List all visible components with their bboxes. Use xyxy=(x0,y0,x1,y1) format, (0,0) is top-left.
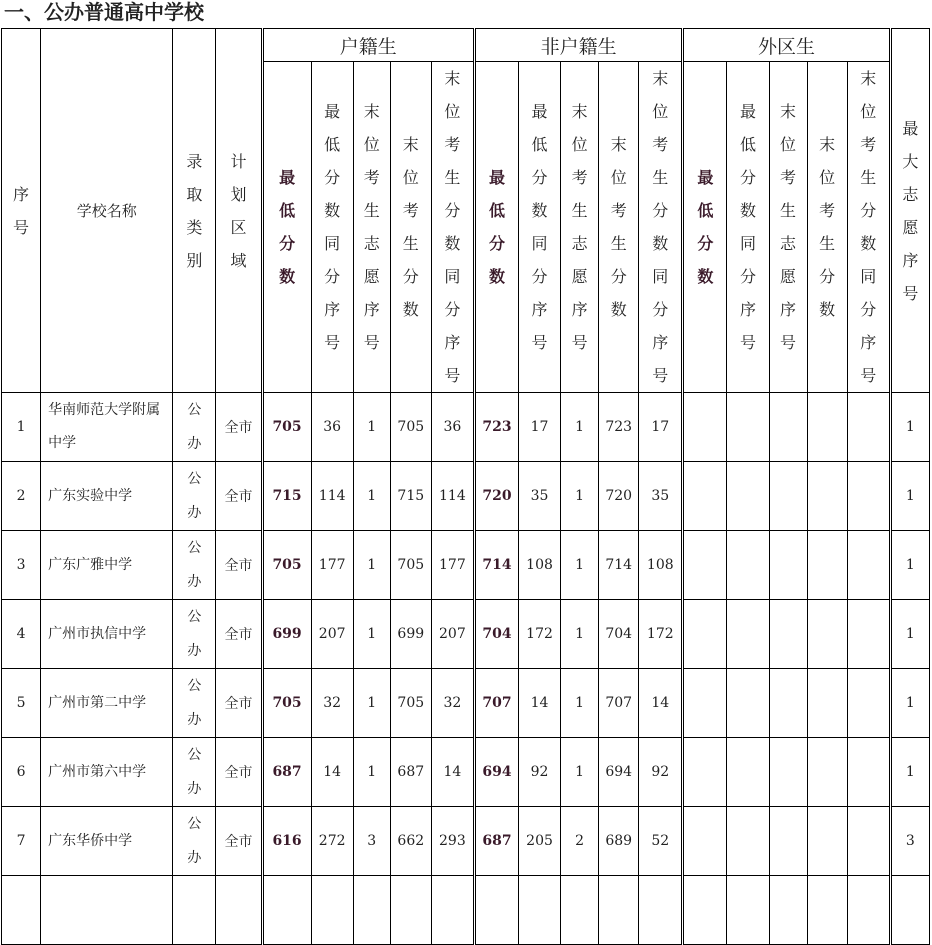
other-district-value-2 xyxy=(769,600,807,669)
school-name-cell: 广东广雅中学 xyxy=(41,531,173,600)
header-household-sub-1 xyxy=(311,62,353,393)
empty-cell xyxy=(216,876,262,945)
header-other-district-sub-1 xyxy=(727,62,769,393)
max-choice-cell: 1 xyxy=(890,738,929,807)
non-household-value-0: 714 xyxy=(474,531,518,600)
school-name-cell: 广州市第二中学 xyxy=(41,669,173,738)
household-value-0: 705 xyxy=(262,393,311,462)
category-cell xyxy=(173,807,216,876)
non-household-value-3: 707 xyxy=(599,669,639,738)
non-household-value-0: 687 xyxy=(474,807,518,876)
max-choice-cell: 1 xyxy=(890,600,929,669)
non-household-value-1: 108 xyxy=(519,531,561,600)
empty-cell xyxy=(431,876,474,945)
empty-cell xyxy=(173,876,216,945)
other-district-value-2 xyxy=(769,393,807,462)
empty-cell xyxy=(519,876,561,945)
category-cell-text: 公办 xyxy=(187,816,202,866)
empty-cell xyxy=(769,876,807,945)
header-group-other-district: 外区生 xyxy=(683,29,890,62)
other-district-value-4 xyxy=(847,462,890,531)
header-other-district-sub-3-text: 末位考生分数 xyxy=(819,135,836,319)
household-value-1: 114 xyxy=(311,462,353,531)
household-value-1: 14 xyxy=(311,738,353,807)
header-non-household-sub-3 xyxy=(599,62,639,393)
header-non-household-sub-1 xyxy=(519,62,561,393)
household-value-2: 1 xyxy=(353,531,390,600)
other-district-value-2 xyxy=(769,531,807,600)
empty-cell xyxy=(847,876,890,945)
non-household-value-1: 205 xyxy=(519,807,561,876)
header-school: 学校名称 xyxy=(41,29,173,393)
header-area xyxy=(216,29,262,393)
seq-cell: 4 xyxy=(2,600,41,669)
household-value-3: 705 xyxy=(390,531,431,600)
household-value-4: 177 xyxy=(431,531,474,600)
other-district-value-0 xyxy=(683,600,727,669)
other-district-value-3 xyxy=(807,738,847,807)
household-value-4: 14 xyxy=(431,738,474,807)
household-value-0: 687 xyxy=(262,738,311,807)
household-value-4: 207 xyxy=(431,600,474,669)
non-household-value-1: 92 xyxy=(519,738,561,807)
non-household-value-4: 17 xyxy=(639,393,683,462)
non-household-value-3: 714 xyxy=(599,531,639,600)
other-district-value-4 xyxy=(847,393,890,462)
area-cell: 全市 xyxy=(216,462,262,531)
non-household-value-1: 14 xyxy=(519,669,561,738)
non-household-value-0: 704 xyxy=(474,600,518,669)
school-name-cell: 广州市执信中学 xyxy=(41,600,173,669)
other-district-value-0 xyxy=(683,738,727,807)
school-name-cell: 华南师范大学附属中学 xyxy=(41,393,173,462)
non-household-value-4: 172 xyxy=(639,600,683,669)
empty-cell xyxy=(262,876,311,945)
non-household-value-4: 14 xyxy=(639,669,683,738)
category-cell-text: 公办 xyxy=(187,402,202,452)
seq-cell: 1 xyxy=(2,393,41,462)
other-district-value-3 xyxy=(807,807,847,876)
header-non-household-sub-3-text: 末位考生分数 xyxy=(610,135,627,319)
other-district-value-2 xyxy=(769,669,807,738)
non-household-value-2: 2 xyxy=(561,807,599,876)
other-district-value-3 xyxy=(807,462,847,531)
other-district-value-2 xyxy=(769,462,807,531)
category-cell-text: 公办 xyxy=(187,540,202,590)
empty-cell xyxy=(311,876,353,945)
non-household-value-0: 694 xyxy=(474,738,518,807)
category-cell xyxy=(173,393,216,462)
household-value-2: 3 xyxy=(353,807,390,876)
header-other-district-sub-4 xyxy=(847,62,890,393)
empty-cell xyxy=(41,876,173,945)
household-value-2: 1 xyxy=(353,600,390,669)
other-district-value-1 xyxy=(727,393,769,462)
household-value-3: 705 xyxy=(390,393,431,462)
household-value-4: 32 xyxy=(431,669,474,738)
other-district-value-0 xyxy=(683,462,727,531)
household-value-0: 699 xyxy=(262,600,311,669)
category-cell-text: 公办 xyxy=(187,471,202,521)
header-row-groups xyxy=(2,29,930,62)
max-choice-cell: 1 xyxy=(890,462,929,531)
empty-cell xyxy=(807,876,847,945)
other-district-value-3 xyxy=(807,531,847,600)
other-district-value-3 xyxy=(807,600,847,669)
non-household-value-4: 35 xyxy=(639,462,683,531)
household-value-4: 114 xyxy=(431,462,474,531)
other-district-value-0 xyxy=(683,669,727,738)
non-household-value-3: 694 xyxy=(599,738,639,807)
school-name-cell: 广东华侨中学 xyxy=(41,807,173,876)
empty-cell xyxy=(599,876,639,945)
header-max-choice xyxy=(890,29,929,393)
household-value-3: 662 xyxy=(390,807,431,876)
header-non-household-sub-4 xyxy=(639,62,683,393)
other-district-value-1 xyxy=(727,669,769,738)
header-non-household-sub-2-text: 末位考生志愿序号 xyxy=(571,102,588,352)
other-district-value-2 xyxy=(769,807,807,876)
max-choice-cell: 1 xyxy=(890,531,929,600)
empty-cell xyxy=(474,876,518,945)
empty-cell xyxy=(639,876,683,945)
header-household-sub-1-text: 最低分数同分序号 xyxy=(324,102,341,352)
household-value-2: 1 xyxy=(353,393,390,462)
non-household-value-4: 108 xyxy=(639,531,683,600)
non-household-value-3: 720 xyxy=(599,462,639,531)
category-cell xyxy=(173,600,216,669)
seq-cell: 6 xyxy=(2,738,41,807)
category-cell xyxy=(173,462,216,531)
household-value-1: 36 xyxy=(311,393,353,462)
school-name-cell: 广州市第六中学 xyxy=(41,738,173,807)
non-household-value-2: 1 xyxy=(561,600,599,669)
header-category xyxy=(173,29,216,393)
table-row xyxy=(2,669,930,738)
household-value-2: 1 xyxy=(353,462,390,531)
seq-cell: 5 xyxy=(2,669,41,738)
household-value-2: 1 xyxy=(353,669,390,738)
empty-cell xyxy=(2,876,41,945)
category-cell-text: 公办 xyxy=(187,747,202,797)
area-cell: 全市 xyxy=(216,738,262,807)
other-district-value-1 xyxy=(727,738,769,807)
non-household-value-2: 1 xyxy=(561,669,599,738)
header-group-household: 户籍生 xyxy=(262,29,474,62)
other-district-value-0 xyxy=(683,807,727,876)
area-cell: 全市 xyxy=(216,807,262,876)
max-choice-cell: 3 xyxy=(890,807,929,876)
non-household-value-1: 35 xyxy=(519,462,561,531)
header-household-sub-3-text: 末位考生分数 xyxy=(402,135,419,319)
table-row xyxy=(2,531,930,600)
household-value-3: 715 xyxy=(390,462,431,531)
non-household-value-4: 52 xyxy=(639,807,683,876)
table-row xyxy=(2,462,930,531)
header-non-household-sub-0-text: 最低分数 xyxy=(488,168,505,286)
header-other-district-sub-1-text: 最低分数同分序号 xyxy=(739,102,756,352)
empty-cell xyxy=(353,876,390,945)
header-area-text: 计划区域 xyxy=(230,151,247,270)
header-non-household-sub-2 xyxy=(561,62,599,393)
empty-cell xyxy=(561,876,599,945)
table-row-partial xyxy=(2,876,930,945)
non-household-value-3: 704 xyxy=(599,600,639,669)
empty-cell xyxy=(390,876,431,945)
other-district-value-4 xyxy=(847,738,890,807)
household-value-0: 705 xyxy=(262,531,311,600)
household-value-4: 293 xyxy=(431,807,474,876)
header-household-sub-3 xyxy=(390,62,431,393)
table-row xyxy=(2,738,930,807)
max-choice-cell: 1 xyxy=(890,393,929,462)
household-value-0: 616 xyxy=(262,807,311,876)
non-household-value-1: 17 xyxy=(519,393,561,462)
header-household-sub-0-text: 最低分数 xyxy=(279,168,296,286)
header-group-non-household: 非户籍生 xyxy=(474,29,682,62)
header-other-district-sub-0 xyxy=(683,62,727,393)
household-value-4: 36 xyxy=(431,393,474,462)
household-value-1: 32 xyxy=(311,669,353,738)
header-household-sub-4-text: 末位考生分数同分序号 xyxy=(444,69,461,385)
other-district-value-0 xyxy=(683,393,727,462)
other-district-value-4 xyxy=(847,531,890,600)
empty-cell xyxy=(683,876,727,945)
header-non-household-sub-4-text: 末位考生分数同分序号 xyxy=(652,69,669,385)
non-household-value-2: 1 xyxy=(561,462,599,531)
header-category-text: 录取类别 xyxy=(186,151,203,270)
other-district-value-3 xyxy=(807,669,847,738)
household-value-3: 687 xyxy=(390,738,431,807)
header-max-choice-text: 最大志愿序号 xyxy=(902,118,919,303)
header-other-district-sub-2-text: 末位考生志愿序号 xyxy=(780,102,797,352)
other-district-value-3 xyxy=(807,393,847,462)
section-title: 一、公办普通高中学校 xyxy=(4,0,204,24)
other-district-value-0 xyxy=(683,531,727,600)
category-cell xyxy=(173,738,216,807)
school-name-cell: 广东实验中学 xyxy=(41,462,173,531)
area-cell: 全市 xyxy=(216,669,262,738)
household-value-3: 705 xyxy=(390,669,431,738)
other-district-value-2 xyxy=(769,738,807,807)
other-district-value-4 xyxy=(847,807,890,876)
table-row xyxy=(2,600,930,669)
other-district-value-1 xyxy=(727,531,769,600)
category-cell-text: 公办 xyxy=(187,678,202,728)
non-household-value-0: 723 xyxy=(474,393,518,462)
household-value-2: 1 xyxy=(353,738,390,807)
header-non-household-sub-1-text: 最低分数同分序号 xyxy=(531,102,548,352)
header-seq xyxy=(2,29,41,393)
non-household-value-0: 720 xyxy=(474,462,518,531)
category-cell-text: 公办 xyxy=(187,609,202,659)
header-other-district-sub-3 xyxy=(807,62,847,393)
area-cell: 全市 xyxy=(216,600,262,669)
header-other-district-sub-4-text: 末位考生分数同分序号 xyxy=(860,69,877,385)
header-non-household-sub-0 xyxy=(474,62,518,393)
other-district-value-4 xyxy=(847,600,890,669)
header-other-district-sub-0-text: 最低分数 xyxy=(697,168,714,286)
non-household-value-3: 723 xyxy=(599,393,639,462)
header-household-sub-0 xyxy=(262,62,311,393)
non-household-value-1: 172 xyxy=(519,600,561,669)
other-district-value-1 xyxy=(727,807,769,876)
max-choice-cell: 1 xyxy=(890,669,929,738)
area-cell: 全市 xyxy=(216,393,262,462)
other-district-value-4 xyxy=(847,669,890,738)
category-cell xyxy=(173,669,216,738)
non-household-value-2: 1 xyxy=(561,738,599,807)
other-district-value-1 xyxy=(727,600,769,669)
header-other-district-sub-2 xyxy=(769,62,807,393)
empty-cell xyxy=(890,876,929,945)
empty-cell xyxy=(727,876,769,945)
category-cell xyxy=(173,531,216,600)
non-household-value-2: 1 xyxy=(561,531,599,600)
other-district-value-1 xyxy=(727,462,769,531)
household-value-3: 699 xyxy=(390,600,431,669)
table-row xyxy=(2,393,930,462)
seq-cell: 2 xyxy=(2,462,41,531)
household-value-0: 705 xyxy=(262,669,311,738)
non-household-value-3: 689 xyxy=(599,807,639,876)
non-household-value-2: 1 xyxy=(561,393,599,462)
area-cell: 全市 xyxy=(216,531,262,600)
household-value-1: 207 xyxy=(311,600,353,669)
admission-scores-table xyxy=(1,28,930,945)
table-row xyxy=(2,807,930,876)
household-value-1: 177 xyxy=(311,531,353,600)
non-household-value-4: 92 xyxy=(639,738,683,807)
header-household-sub-2-text: 末位考生志愿序号 xyxy=(363,102,380,352)
seq-cell: 7 xyxy=(2,807,41,876)
seq-cell: 3 xyxy=(2,531,41,600)
header-seq-text: 序号 xyxy=(13,184,30,237)
household-value-1: 272 xyxy=(311,807,353,876)
header-household-sub-4 xyxy=(431,62,474,393)
header-household-sub-2 xyxy=(353,62,390,393)
household-value-0: 715 xyxy=(262,462,311,531)
non-household-value-0: 707 xyxy=(474,669,518,738)
